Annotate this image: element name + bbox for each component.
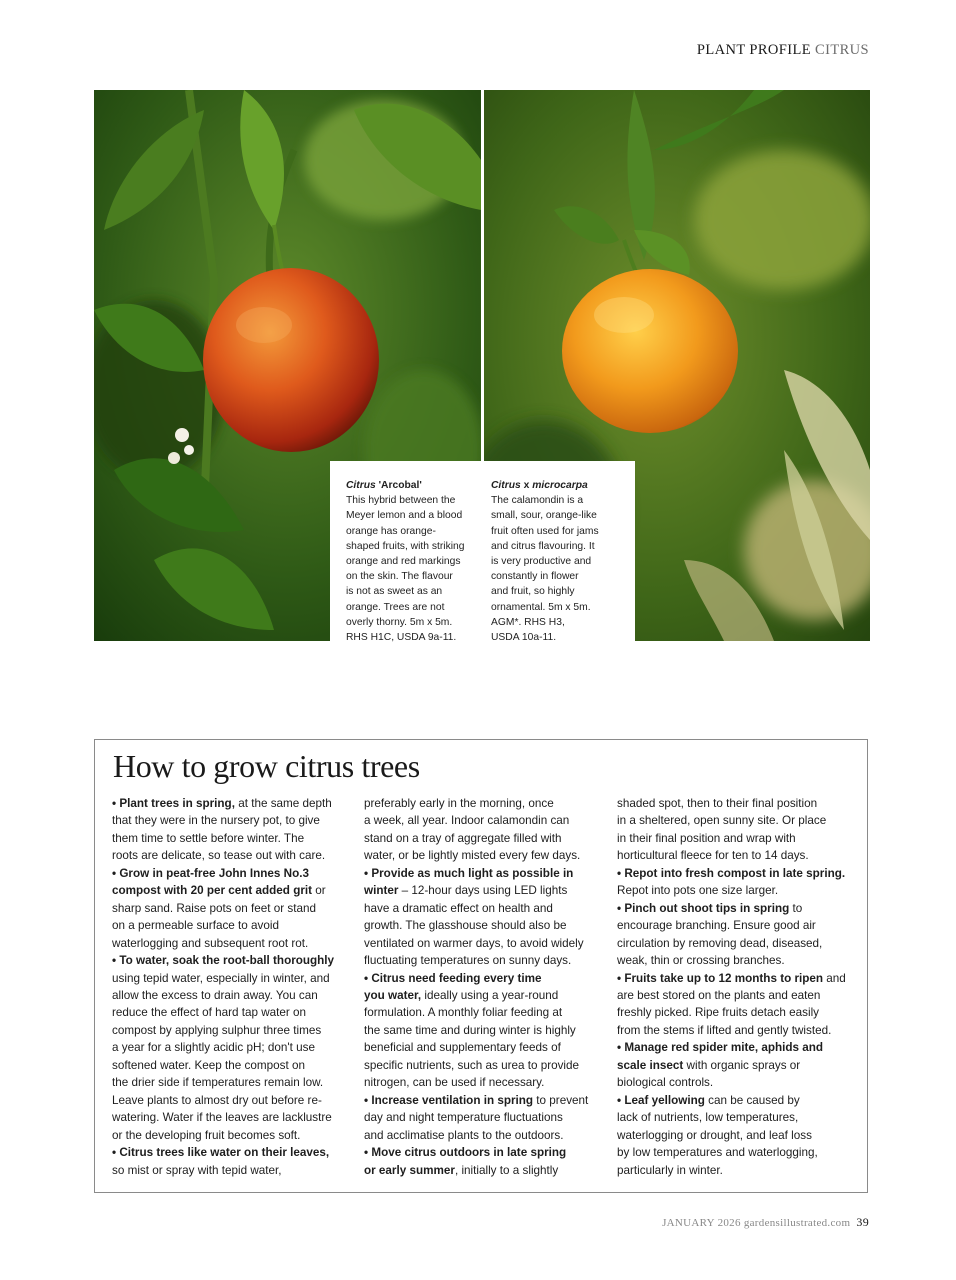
grow-text-run: formulation. A monthly foliar feeding at xyxy=(364,1006,563,1020)
grow-text-run: softened water. Keep the compost on xyxy=(112,1058,305,1072)
grow-text-line xyxy=(617,1092,857,1109)
grow-text-line xyxy=(112,830,348,847)
grow-bold-run: compost with 20 per cent added grit xyxy=(112,884,313,898)
grow-text-line xyxy=(364,1039,604,1056)
grow-text-line xyxy=(364,1057,604,1074)
grow-text-line xyxy=(112,987,348,1004)
grow-text-run: watering. Water if the leaves are lacklustre xyxy=(112,1111,332,1125)
grow-text-run: that they were in the nursery pot, to give xyxy=(112,814,320,828)
grow-text-line xyxy=(617,1127,857,1144)
caption-microcarpa-title: Citrus x microcarpa xyxy=(491,480,588,491)
grow-text-run: Leave plants to almost dry out before re- xyxy=(112,1093,322,1107)
grow-text-run: sharp sand. Raise pots on feet or stand xyxy=(112,901,317,915)
grow-text-run: are best stored on the plants and eaten xyxy=(617,988,821,1002)
grow-text-run: so mist or spray with tepid water, xyxy=(112,1163,282,1177)
grow-text-run: beneficial and supplementary feeds of xyxy=(364,1041,561,1055)
grow-text-run: biological controls. xyxy=(617,1076,714,1090)
grow-text-run: to prevent xyxy=(533,1093,589,1107)
grow-text-line xyxy=(112,1092,348,1109)
grow-text-run: circulation by removing dead, diseased, xyxy=(617,936,823,950)
grow-text-run: in a sheltered, open sunny site. Or place xyxy=(617,814,827,828)
caption-arcobal-title: Citrus 'Arcobal' xyxy=(346,480,422,491)
grow-text-line xyxy=(364,847,604,864)
grow-text-line xyxy=(617,1162,857,1179)
grow-text-run: a year for a slightly acidic pH; don't use xyxy=(112,1041,315,1055)
grow-column-2 xyxy=(364,795,604,1179)
grow-text-run: ventilated on warmer days, to avoid widely xyxy=(364,936,584,950)
grow-text-line xyxy=(617,847,857,864)
grow-column-1 xyxy=(112,795,348,1179)
grow-text-run: fluctuating temperatures on sunny days. xyxy=(364,954,572,968)
grow-text-line xyxy=(112,882,348,899)
grow-bold-run: • Manage red spider mite, aphids and xyxy=(617,1041,824,1055)
grow-text-line xyxy=(112,970,348,987)
grow-text-run: growth. The glasshouse should also be xyxy=(364,919,567,933)
grow-text-run: , initially to a slightly xyxy=(454,1163,559,1177)
caption-arcobal xyxy=(346,478,476,645)
grow-text-run: specific nutrients, such as urea to provide xyxy=(364,1058,580,1072)
grow-bold-run: • Fruits take up to 12 months to ripen xyxy=(617,971,824,985)
page-footer xyxy=(662,1215,869,1230)
grow-text-run: and xyxy=(823,971,846,985)
grow-text-line xyxy=(112,1144,348,1161)
grow-text-line xyxy=(364,952,604,969)
grow-text-line xyxy=(364,830,604,847)
grow-text-line xyxy=(112,1109,348,1126)
grow-text-run: allow the excess to drain away. You can xyxy=(112,988,318,1002)
grow-text-run: can be caused by xyxy=(704,1093,800,1107)
grow-text-run: them time to settle before winter. The xyxy=(112,831,305,845)
grow-text-run: nitrogen, can be used if necessary. xyxy=(364,1076,545,1090)
grow-text-line xyxy=(364,1144,604,1161)
grow-text-run: preferably early in the morning, once xyxy=(364,797,554,810)
grow-text-line xyxy=(112,1022,348,1039)
grow-text-run: ideally using a year-round xyxy=(421,988,559,1002)
grow-text-run: waterlogging or drought, and leaf loss xyxy=(617,1128,812,1142)
grow-text-line xyxy=(112,1039,348,1056)
grow-text-line xyxy=(617,812,857,829)
grow-text-line xyxy=(617,1109,857,1126)
grow-text-line xyxy=(112,1127,348,1144)
topic-label: CITRUS xyxy=(815,42,869,58)
grow-text-run: shaded spot, then to their final position xyxy=(617,797,818,810)
grow-bold-run: • Citrus need feeding every time xyxy=(364,971,542,985)
grow-text-run: with organic sprays or xyxy=(683,1058,801,1072)
grow-text-line xyxy=(617,865,857,882)
grow-text-line xyxy=(112,812,348,829)
grow-text-line xyxy=(617,1144,857,1161)
grow-text-line xyxy=(617,952,857,969)
grow-text-run: weak, thin or crossing branches. xyxy=(617,954,785,968)
grow-text-line xyxy=(617,1022,857,1039)
grow-text-run: from the stems if lifted and gently twisted. xyxy=(617,1023,832,1037)
grow-text-run: day and night temperature fluctuations xyxy=(364,1111,563,1125)
grow-text-line xyxy=(364,917,604,934)
grow-text-line xyxy=(617,987,857,1004)
grow-text-line xyxy=(112,847,348,864)
grow-text-run: encourage branching. Ensure good air xyxy=(617,919,816,933)
grow-text-run: or xyxy=(312,884,326,898)
grow-text-line xyxy=(617,1074,857,1091)
running-header xyxy=(697,42,869,59)
grow-text-line xyxy=(617,900,857,917)
grow-text-run: compost by applying sulphur three times xyxy=(112,1023,322,1037)
grow-text-run: the drier side if temperatures remain low. xyxy=(112,1076,324,1090)
grow-text-line xyxy=(617,970,857,987)
grow-text-line xyxy=(617,935,857,952)
grow-bold-run: winter xyxy=(364,884,399,898)
footer-site: gardensillustrated.com xyxy=(743,1217,851,1229)
grow-text-line xyxy=(617,830,857,847)
caption-box xyxy=(330,461,635,644)
grow-column-3 xyxy=(617,795,857,1179)
grow-text-run: roots are delicate, so tease out with care. xyxy=(112,849,326,863)
grow-text-run: horticultural fleece for ten to 14 days. xyxy=(617,849,809,863)
grow-bold-run: • Move citrus outdoors in late spring xyxy=(364,1146,567,1160)
grow-bold-run: or early summer xyxy=(364,1163,455,1177)
caption-microcarpa xyxy=(491,478,619,645)
grow-text-run: at the same depth xyxy=(234,797,332,810)
grow-bold-run: • Leaf yellowing xyxy=(617,1093,705,1107)
grow-text-line xyxy=(364,795,604,812)
section-label: PLANT PROFILE xyxy=(696,42,811,58)
grow-text-line xyxy=(364,900,604,917)
caption-microcarpa-body: The calamondin is a small, sour, orange-like fruit often used for jams and citrus flavouring. It is very productive and constantly in flower and fruit, so highly ornamental. 5m x 5m. AGM*. RHS H3, USDA 10a-11. xyxy=(491,495,599,644)
grow-text-line xyxy=(364,1022,604,1039)
grow-text-line xyxy=(112,865,348,882)
grow-text-run: or the developing fruit becomes soft. xyxy=(112,1128,301,1142)
footer-date: JANUARY 2026 xyxy=(662,1217,741,1229)
grow-text-line xyxy=(112,795,348,812)
grow-bold-run: you water, xyxy=(364,988,422,1002)
grow-text-line xyxy=(364,1074,604,1091)
grow-text-run: have a dramatic effect on health and xyxy=(364,901,553,915)
grow-text-run: in their final position and wrap with xyxy=(617,831,796,845)
grow-text-line xyxy=(617,882,857,899)
grow-text-line xyxy=(112,952,348,969)
grow-text-line xyxy=(364,812,604,829)
grow-text-run: lack of nutrients, low temperatures, xyxy=(617,1111,799,1125)
grow-text-run: the same time and during winter is highly xyxy=(364,1023,576,1037)
page-number: 39 xyxy=(856,1215,869,1229)
grow-text-run: using tepid water, especially in winter, and xyxy=(112,971,330,985)
grow-text-line xyxy=(364,882,604,899)
grow-text-run: water, or be lightly misted every few days. xyxy=(364,849,581,863)
grow-text-line xyxy=(364,865,604,882)
grow-text-run: on a permeable surface to avoid xyxy=(112,919,279,933)
grow-text-line xyxy=(112,1162,348,1179)
grow-text-run: a week, all year. Indoor calamondin can xyxy=(364,814,570,828)
grow-text-line xyxy=(364,1109,604,1126)
grow-text-line xyxy=(364,1162,604,1179)
grow-text-line xyxy=(617,1057,857,1074)
grow-text-line xyxy=(112,900,348,917)
grow-text-line xyxy=(364,1127,604,1144)
grow-bold-run: • To water, soak the root-ball thoroughly xyxy=(112,954,335,968)
grow-text-line xyxy=(617,1039,857,1056)
grow-bold-run: • Citrus trees like water on their leaves, xyxy=(112,1146,330,1160)
grow-text-line xyxy=(617,1004,857,1021)
grow-bold-run: • Grow in peat-free John Innes No.3 xyxy=(112,866,309,880)
grow-text-run: waterlogging and subsequent root rot. xyxy=(112,936,309,950)
grow-text-line xyxy=(364,935,604,952)
grow-bold-run: • Plant trees in spring, xyxy=(112,797,235,810)
grow-text-line xyxy=(112,917,348,934)
grow-text-line xyxy=(364,970,604,987)
grow-text-run: Repot into pots one size larger. xyxy=(617,884,779,898)
grow-text-line xyxy=(617,795,857,812)
grow-text-line xyxy=(112,1004,348,1021)
grow-text-run: freshly picked. Ripe fruits detach easily xyxy=(617,1006,820,1020)
grow-text-run: reduce the effect of hard tap water on xyxy=(112,1006,307,1020)
grow-text-run: – 12-hour days using LED lights xyxy=(398,884,568,898)
grow-text-line xyxy=(112,1074,348,1091)
grow-bold-run: • Pinch out shoot tips in spring xyxy=(617,901,790,915)
grow-text-run: and acclimatise plants to the outdoors. xyxy=(364,1128,564,1142)
grow-text-line xyxy=(617,917,857,934)
grow-bold-run: • Increase ventilation in spring xyxy=(364,1093,534,1107)
grow-bold-run: • Repot into fresh compost in late spring. xyxy=(617,866,846,880)
grow-text-run: stand on a tray of aggregate filled with xyxy=(364,831,562,845)
grow-text-run: particularly in winter. xyxy=(617,1163,723,1177)
caption-arcobal-body: This hybrid between the Meyer lemon and a blood orange has orange- shaped fruits, with striking orange and red markings on the skin. The flavour is not as sweet as an orange. Trees are not overly thorny. 5m x 5m. RHS H1C, USDA 9a-11. xyxy=(346,495,465,644)
how-to-grow-title: How to grow citrus trees xyxy=(113,748,420,784)
grow-text-line xyxy=(364,987,604,1004)
grow-text-run: by low temperatures and waterlogging, xyxy=(617,1146,818,1160)
grow-text-line xyxy=(112,1057,348,1074)
grow-bold-run: • Provide as much light as possible in xyxy=(364,866,574,880)
grow-text-line xyxy=(364,1004,604,1021)
grow-text-line xyxy=(112,935,348,952)
grow-text-line xyxy=(364,1092,604,1109)
grow-text-run: to xyxy=(789,901,803,915)
how-to-grow-box xyxy=(94,739,868,1193)
grow-bold-run: scale insect xyxy=(617,1058,684,1072)
